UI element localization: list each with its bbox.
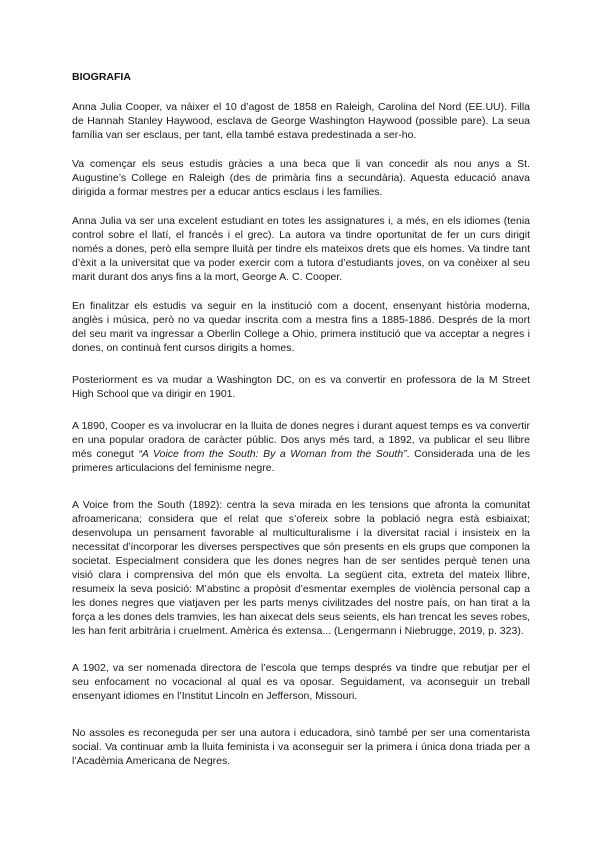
paragraph-activism xyxy=(72,419,530,475)
paragraph-legacy: No assoles es reconeguda per ser una autora i educadora, sinò també per ser una comentarista social. Va continuar amb la lluita feminista i va aconseguir ser la primera i única dona triada per a l’Acadèmia Americana de Negres. xyxy=(72,727,530,767)
book-title: “A Voice from the South: By a Woman from the South” xyxy=(138,448,407,460)
paragraph-director: A 1902, va ser nomenada directora de l’escola que temps després va tindre que rebutjar per el seu enfocament no vocacional al qual es va oposar. Seguidament, va aconseguir un treball ensenyant idiomes en l’Institut Lincoln en Jefferson, Missouri. xyxy=(72,662,530,702)
paragraph-book-summary: A Voice from the South (1892): centra la seva mirada en les tensions que afronta la comunitat afroamericana; considera que el relat que s’ofereix sobre la població negra està esbiaixat; desenvolupa un pensament favorable al multiculturalisme i la diversitat racial i insisteix en la necessitat d’incorporar les diverses perspectives que són presents en els grups que componen la societat. Especialment considera que les dones negres han de ser sentides perquè tenen una visió clara i comprensiva del món que els envolta. La següent cita, extreta del mateix llibre, resumeix la seva posició: M’abstinc a propòsit d’esmentar exemples de violència personal cap a les dones negres que viatjaven per les parts menys civilitzades del nostre país, on han tirat a la força a les dones dels tramvies, les han aixecat dels seus seients, els han trencat les seves robes, les han ferit arbitrària i cruelment. Amèrica és extensa... (Lengermann i Niebrugge, 2019, p. 323). xyxy=(72,499,530,637)
paragraph-washington: Posteriorment es va mudar a Washington DC, on es va convertir en professora de la M Street High School que va dirigir en 1901. xyxy=(72,374,530,400)
paragraph-birth: Anna Julia Cooper, va nàixer el 10 d’agost de 1858 en Raleigh, Carolina del Nord (EE.UU). Filla de Hannah Stanley Haywood, esclava de George Washington Haywood (possible pare). La seua família van ser esclaus, per tant, ella també estava predestinada a ser-ho. xyxy=(72,101,530,141)
activism-text-end: . Considerada una de les primeres articulacions del feminisme negre. xyxy=(72,448,530,474)
activism-text-start: A 1890, Cooper es va involucrar en la lluita de dones negres i durant aquest temps es va convertir en una popular oradora de caràcter públic. Dos anys més tard, a 1892, va publicar el seu llibre més conegut xyxy=(72,420,530,460)
paragraph-teaching: En finalitzar els estudis va seguir en la institució com a docent, ensenyant història moderna, anglès i música, però no va quedar inscrita com a mestra fins a 1885-1886. Després de la mort del seu marit va ingressar a Oberlin College a Ohio, primera institució que va acceptar a negres i dones, on continuà fent cursos dirigits a homes. xyxy=(72,300,530,354)
paragraph-student: Anna Julia va ser una excelent estudiant en totes les assignatures i, a més, en els idiomes (tenia control sobre el llatí, el francés i el grec). La autora va tindre oportunitat de fer un curs dirigit només a dones, però ella sempre lluità per tindre els mateixos drets que els homes. Va tindre tant d’èxit a la universitat que va poder exercir com a tutora d’estudiants joves, on va conèixer al seu marit durant dos anys fins a la mort, George A. C. Cooper. xyxy=(72,215,530,283)
section-heading: BIOGRAFIA xyxy=(72,71,131,83)
document-body xyxy=(72,70,530,768)
paragraph-education: Va començar els seus estudis gràcies a una beca que li van concedir als nou anys a St. Augustine’s College en Raleigh (des de primària fins a secundària). Aquesta educació anava dirigida a formar mestres per a educar antics esclaus i les famílies. xyxy=(72,158,530,198)
